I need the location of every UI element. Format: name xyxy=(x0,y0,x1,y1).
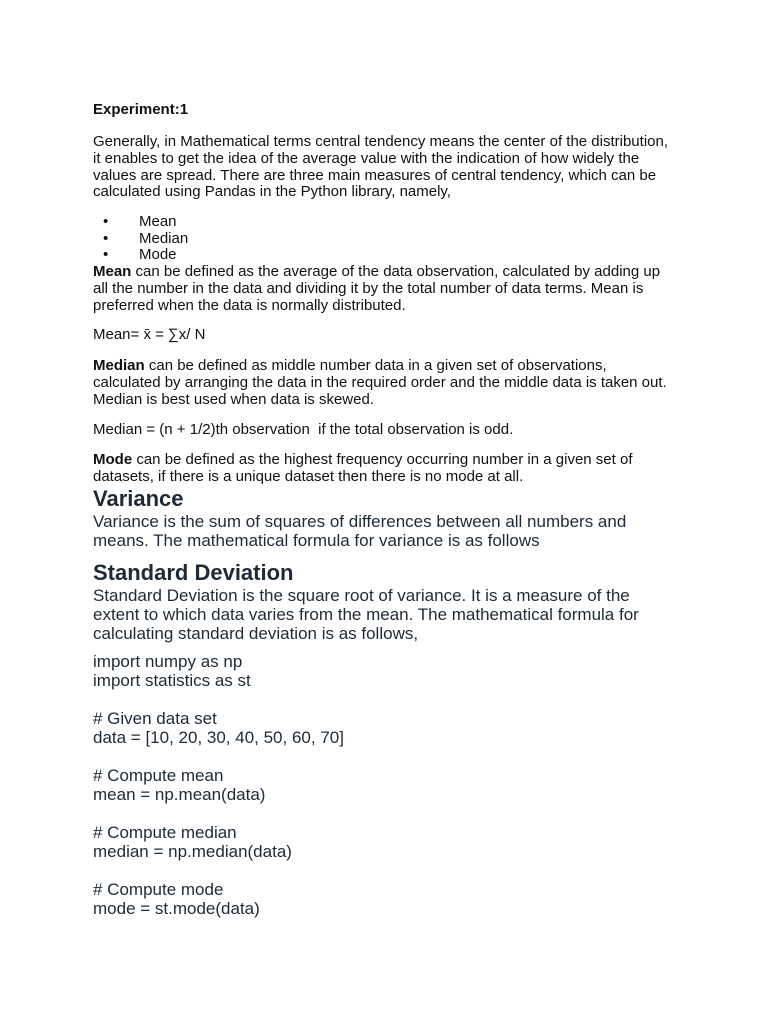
median-text: can be defined as middle number data in a given set of observations, calculated by arranging the data in the required order and the middle data is taken out. Median is best used when data is skewed. xyxy=(93,357,667,408)
code-line xyxy=(93,747,673,766)
median-paragraph xyxy=(93,358,673,408)
experiment-title: Experiment:1 xyxy=(93,101,189,118)
code-line: import statistics as st xyxy=(93,670,251,690)
code-line: import numpy as np xyxy=(93,651,243,671)
code-line: # Compute mode xyxy=(93,879,224,899)
bullet-icon: • xyxy=(103,229,109,247)
code-line: # Given data set xyxy=(93,708,217,728)
variance-text: Variance is the sum of squares of differences between all numbers and means. The mathematical formula for variance is as follows xyxy=(93,511,627,550)
mode-paragraph xyxy=(93,452,673,486)
code-line: median = np.median(data) xyxy=(93,841,292,861)
code-line: mean = np.mean(data) xyxy=(93,784,266,804)
code-line xyxy=(93,861,673,880)
list-item xyxy=(93,247,673,264)
code-line: mode = st.mode(data) xyxy=(93,898,260,918)
median-term: Median xyxy=(93,357,145,375)
measures-list xyxy=(93,214,673,264)
variance-heading: Variance xyxy=(93,485,184,511)
measure-label: Mean xyxy=(139,213,177,231)
document-page xyxy=(93,100,673,918)
mean-paragraph xyxy=(93,264,673,314)
list-item xyxy=(93,214,673,231)
list-item xyxy=(93,231,673,248)
median-formula: Median = (n + 1/2)th observation if the total observation is odd. xyxy=(93,420,514,438)
code-line: # Compute median xyxy=(93,822,237,842)
measure-label: Median xyxy=(139,229,189,247)
bullet-icon: • xyxy=(103,246,109,264)
mean-formula: Mean= x̄ = ∑x/ N xyxy=(93,326,206,344)
std-dev-heading: Standard Deviation xyxy=(93,559,294,585)
intro-paragraph: Generally, in Mathematical terms central tendency means the center of the distribution, it enables to get the idea of the average value with the indication of how widely the values are spread. There are three main measures of central tendency, which can be calculated using Pandas in the Python library, namely, xyxy=(93,133,669,201)
code-line xyxy=(93,804,673,823)
code-line: data = [10, 20, 30, 40, 50, 60, 70] xyxy=(93,727,344,747)
measure-label: Mode xyxy=(139,246,177,264)
mode-term: Mode xyxy=(93,451,133,469)
code-block xyxy=(93,652,673,918)
mode-text: can be defined as the highest frequency occurring number in a given set of datasets, if there is a unique dataset then there is no mode at all. xyxy=(93,451,633,486)
code-line: # Compute mean xyxy=(93,765,224,785)
mean-text: can be defined as the average of the data observation, calculated by adding up all the number in the data and dividing it by the total number of data terms. Mean is preferred when the data is normally distributed. xyxy=(93,262,661,314)
bullet-icon: • xyxy=(103,213,109,231)
mean-term: Mean xyxy=(93,262,132,280)
std-dev-text: Standard Deviation is the square root of variance. It is a measure of the extent to which data varies from the mean. The mathematical formula for calculating standard deviation is as follows, xyxy=(93,585,639,643)
code-line xyxy=(93,690,673,709)
